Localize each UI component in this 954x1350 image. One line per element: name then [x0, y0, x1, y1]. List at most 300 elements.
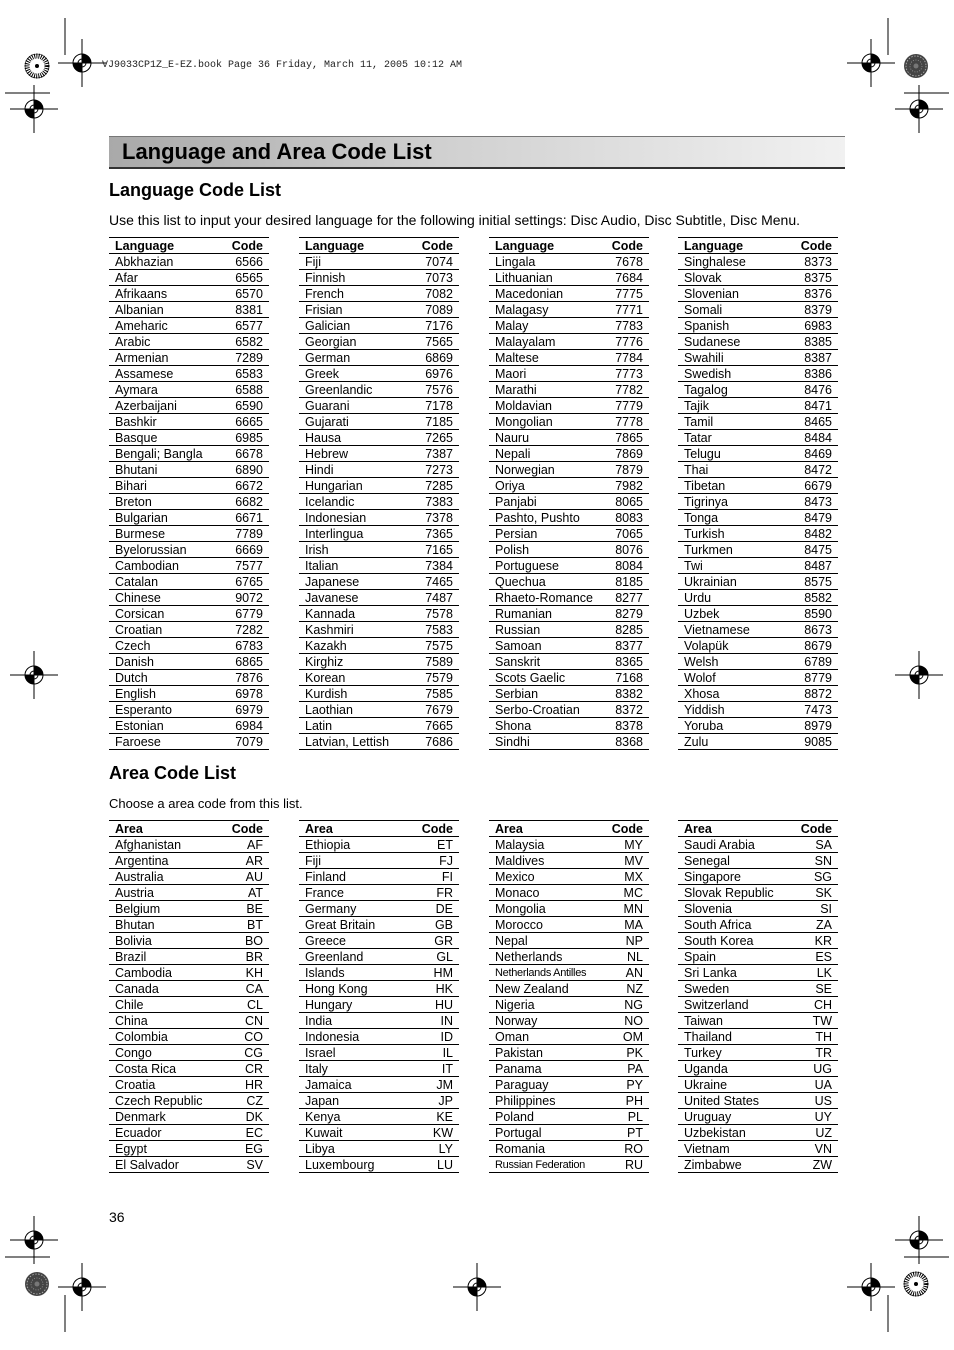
- entry-code: TW: [758, 1013, 838, 1029]
- entry-code: KH: [189, 965, 269, 981]
- language-table-3: [489, 237, 649, 750]
- column-header-code: Code: [379, 238, 459, 254]
- entry-code: TR: [758, 1045, 838, 1061]
- table-row: [299, 997, 459, 1013]
- entry-name: Ethiopia: [299, 837, 379, 853]
- entry-code: 7384: [379, 558, 459, 574]
- entry-name: Urdu: [678, 590, 758, 606]
- banner-title: Language and Area Code List: [122, 139, 432, 164]
- entry-code: 8378: [569, 718, 649, 734]
- entry-code: 8872: [758, 686, 838, 702]
- entry-code: 7678: [569, 254, 649, 270]
- column-header-name: Language: [299, 238, 379, 254]
- entry-name: United States: [678, 1093, 758, 1109]
- entry-name: Brazil: [109, 949, 189, 965]
- entry-name: Moldavian: [489, 398, 569, 414]
- entry-code: KR: [758, 933, 838, 949]
- entry-code: 8465: [758, 414, 838, 430]
- table-row: [678, 702, 838, 718]
- entry-name: Telugu: [678, 446, 758, 462]
- entry-name: Shona: [489, 718, 569, 734]
- entry-name: Nepali: [489, 446, 569, 462]
- entry-code: VN: [758, 1141, 838, 1157]
- table-row: [109, 590, 269, 606]
- table-row: [109, 686, 269, 702]
- entry-name: Quechua: [489, 574, 569, 590]
- entry-code: HM: [379, 965, 459, 981]
- entry-name: Pashto, Pushto: [489, 510, 569, 526]
- entry-name: Guarani: [299, 398, 379, 414]
- table-row: [678, 670, 838, 686]
- entry-name: Persian: [489, 526, 569, 542]
- table-row: [678, 917, 838, 933]
- entry-code: 7079: [189, 734, 269, 750]
- table-row: [678, 1157, 838, 1173]
- entry-code: 7387: [379, 446, 459, 462]
- entry-code: FJ: [379, 853, 459, 869]
- entry-name: Russian: [489, 622, 569, 638]
- entry-name: Taiwan: [678, 1013, 758, 1029]
- table-row: [489, 718, 649, 734]
- entry-code: JP: [379, 1093, 459, 1109]
- entry-code: ZW: [758, 1157, 838, 1173]
- entry-code: 6682: [189, 494, 269, 510]
- entry-code: 6978: [189, 686, 269, 702]
- entry-name: Austria: [109, 885, 189, 901]
- table-row: [678, 718, 838, 734]
- entry-code: FR: [379, 885, 459, 901]
- entry-name: South Korea: [678, 933, 758, 949]
- entry-name: Lithuanian: [489, 270, 569, 286]
- entry-name: Senegal: [678, 853, 758, 869]
- entry-name: Tigrinya: [678, 494, 758, 510]
- entry-name: Assamese: [109, 366, 189, 382]
- entry-name: Rumanian: [489, 606, 569, 622]
- entry-code: 7165: [379, 542, 459, 558]
- column-header-name: Language: [678, 238, 758, 254]
- entry-name: Greenlandic: [299, 382, 379, 398]
- entry-code: 6566: [189, 254, 269, 270]
- table-row: [489, 398, 649, 414]
- table-row: [109, 718, 269, 734]
- table-row: [678, 981, 838, 997]
- entry-name: Netherlands Antilles: [489, 965, 569, 981]
- entry-name: Portugal: [489, 1125, 569, 1141]
- table-row: [109, 430, 269, 446]
- table-row: [109, 382, 269, 398]
- table-row: [489, 997, 649, 1013]
- entry-name: Interlingua: [299, 526, 379, 542]
- entry-code: MC: [569, 885, 649, 901]
- entry-name: Israel: [299, 1045, 379, 1061]
- entry-name: Norwegian: [489, 462, 569, 478]
- entry-name: Serbian: [489, 686, 569, 702]
- table-row: [109, 901, 269, 917]
- table-row: [678, 949, 838, 965]
- entry-name: China: [109, 1013, 189, 1029]
- entry-name: Estonian: [109, 718, 189, 734]
- entry-name: Tonga: [678, 510, 758, 526]
- entry-name: Afghanistan: [109, 837, 189, 853]
- column-header-code: Code: [189, 821, 269, 837]
- table-row: [299, 638, 459, 654]
- table-row: [489, 1013, 649, 1029]
- entry-code: PK: [569, 1045, 649, 1061]
- entry-name: Norway: [489, 1013, 569, 1029]
- entry-code: 8590: [758, 606, 838, 622]
- entry-name: Latvian, Lettish: [299, 734, 379, 750]
- table-row: [299, 654, 459, 670]
- table-row: [489, 494, 649, 510]
- table-row: [678, 334, 838, 350]
- table-header-row: [109, 821, 269, 837]
- table-row: [489, 542, 649, 558]
- entry-code: 8279: [569, 606, 649, 622]
- entry-code: AT: [189, 885, 269, 901]
- table-row: [299, 1157, 459, 1173]
- table-row: [489, 965, 649, 981]
- entry-name: Mexico: [489, 869, 569, 885]
- code-table: [109, 820, 269, 1173]
- entry-name: Ameharic: [109, 318, 189, 334]
- entry-name: German: [299, 350, 379, 366]
- entry-name: Egypt: [109, 1141, 189, 1157]
- entry-name: Indonesia: [299, 1029, 379, 1045]
- entry-code: BR: [189, 949, 269, 965]
- table-row: [678, 1093, 838, 1109]
- table-row: [109, 318, 269, 334]
- entry-name: Czech Republic: [109, 1093, 189, 1109]
- entry-code: 7869: [569, 446, 649, 462]
- table-row: [109, 1141, 269, 1157]
- entry-name: Zulu: [678, 734, 758, 750]
- table-row: [299, 350, 459, 366]
- language-section-intro: Use this list to input your desired language for the following initial settings: Disc Audio, Disc Subtitle, Disc Menu.: [109, 212, 801, 228]
- table-row: [299, 1045, 459, 1061]
- entry-name: Galician: [299, 318, 379, 334]
- table-row: [299, 837, 459, 853]
- page-number: 36: [109, 1209, 125, 1225]
- entry-name: Frisian: [299, 302, 379, 318]
- entry-name: Malaysia: [489, 837, 569, 853]
- entry-name: Uzbek: [678, 606, 758, 622]
- entry-name: Thailand: [678, 1029, 758, 1045]
- entry-code: EC: [189, 1125, 269, 1141]
- entry-code: 7771: [569, 302, 649, 318]
- entry-code: 7074: [379, 254, 459, 270]
- entry-name: France: [299, 885, 379, 901]
- entry-code: ID: [379, 1029, 459, 1045]
- table-row: [299, 1141, 459, 1157]
- entry-name: South Africa: [678, 917, 758, 933]
- table-row: [678, 965, 838, 981]
- entry-code: 6869: [379, 350, 459, 366]
- entry-code: 8487: [758, 558, 838, 574]
- table-row: [489, 885, 649, 901]
- table-row: [299, 885, 459, 901]
- entry-name: Croatia: [109, 1077, 189, 1093]
- entry-code: 8386: [758, 366, 838, 382]
- entry-name: Aymara: [109, 382, 189, 398]
- entry-code: NG: [569, 997, 649, 1013]
- table-row: [299, 981, 459, 997]
- entry-name: Kenya: [299, 1109, 379, 1125]
- entry-name: Sanskrit: [489, 654, 569, 670]
- table-row: [678, 350, 838, 366]
- entry-code: 7776: [569, 334, 649, 350]
- entry-name: Maldives: [489, 853, 569, 869]
- entry-code: 7273: [379, 462, 459, 478]
- entry-name: Faroese: [109, 734, 189, 750]
- table-row: [678, 286, 838, 302]
- table-row: [299, 526, 459, 542]
- table-row: [678, 446, 838, 462]
- entry-code: 8469: [758, 446, 838, 462]
- entry-name: Uganda: [678, 1061, 758, 1077]
- table-row: [489, 1077, 649, 1093]
- entry-name: Fiji: [299, 853, 379, 869]
- entry-name: Chinese: [109, 590, 189, 606]
- table-row: [489, 574, 649, 590]
- entry-name: Volapük: [678, 638, 758, 654]
- entry-code: UZ: [758, 1125, 838, 1141]
- entry-name: Hungary: [299, 997, 379, 1013]
- entry-name: Sweden: [678, 981, 758, 997]
- entry-code: 7789: [189, 526, 269, 542]
- entry-name: Chile: [109, 997, 189, 1013]
- table-row: [109, 837, 269, 853]
- entry-name: Portuguese: [489, 558, 569, 574]
- entry-name: Vietnamese: [678, 622, 758, 638]
- entry-code: CZ: [189, 1093, 269, 1109]
- entry-code: 7178: [379, 398, 459, 414]
- table-header-row: [678, 238, 838, 254]
- table-row: [489, 446, 649, 462]
- table-row: [109, 1013, 269, 1029]
- entry-code: IL: [379, 1045, 459, 1061]
- entry-name: Turkey: [678, 1045, 758, 1061]
- table-row: [299, 901, 459, 917]
- entry-name: Ukrainian: [678, 574, 758, 590]
- entry-name: Vietnam: [678, 1141, 758, 1157]
- entry-code: 9072: [189, 590, 269, 606]
- table-row: [109, 1157, 269, 1173]
- entry-code: UY: [758, 1109, 838, 1125]
- table-row: [109, 734, 269, 750]
- entry-code: 8582: [758, 590, 838, 606]
- entry-name: Czech: [109, 638, 189, 654]
- entry-name: Slovenia: [678, 901, 758, 917]
- table-row: [678, 1061, 838, 1077]
- entry-code: 8076: [569, 542, 649, 558]
- entry-name: Swedish: [678, 366, 758, 382]
- table-header-row: [678, 821, 838, 837]
- entry-code: 6669: [189, 542, 269, 558]
- table-row: [678, 462, 838, 478]
- table-row: [109, 398, 269, 414]
- entry-name: Swahili: [678, 350, 758, 366]
- entry-name: Islands: [299, 965, 379, 981]
- entry-code: 6577: [189, 318, 269, 334]
- entry-code: BT: [189, 917, 269, 933]
- entry-code: 6588: [189, 382, 269, 398]
- table-row: [489, 933, 649, 949]
- table-row: [299, 254, 459, 270]
- entry-name: Hausa: [299, 430, 379, 446]
- table-row: [678, 1109, 838, 1125]
- entry-code: MA: [569, 917, 649, 933]
- entry-name: Welsh: [678, 654, 758, 670]
- entry-name: Yiddish: [678, 702, 758, 718]
- table-row: [299, 734, 459, 750]
- entry-name: Jamaica: [299, 1077, 379, 1093]
- entry-code: BO: [189, 933, 269, 949]
- table-row: [109, 654, 269, 670]
- entry-name: Samoan: [489, 638, 569, 654]
- entry-code: 7784: [569, 350, 649, 366]
- entry-name: Xhosa: [678, 686, 758, 702]
- code-table: [299, 820, 459, 1173]
- entry-name: Tagalog: [678, 382, 758, 398]
- entry-name: Romania: [489, 1141, 569, 1157]
- table-row: [489, 686, 649, 702]
- entry-code: CH: [758, 997, 838, 1013]
- table-row: [109, 286, 269, 302]
- entry-code: MV: [569, 853, 649, 869]
- entry-code: SN: [758, 853, 838, 869]
- entry-name: Dutch: [109, 670, 189, 686]
- entry-name: Byelorussian: [109, 542, 189, 558]
- table-row: [489, 1125, 649, 1141]
- entry-code: 7065: [569, 526, 649, 542]
- entry-name: Yoruba: [678, 718, 758, 734]
- table-row: [489, 526, 649, 542]
- entry-code: AF: [189, 837, 269, 853]
- entry-name: Nauru: [489, 430, 569, 446]
- entry-code: BE: [189, 901, 269, 917]
- entry-name: Armenian: [109, 350, 189, 366]
- table-row: [678, 885, 838, 901]
- table-row: [489, 1029, 649, 1045]
- entry-code: 6665: [189, 414, 269, 430]
- table-row: [109, 350, 269, 366]
- entry-name: Mongolia: [489, 901, 569, 917]
- table-row: [489, 334, 649, 350]
- entry-name: Danish: [109, 654, 189, 670]
- table-row: [678, 270, 838, 286]
- entry-code: CL: [189, 997, 269, 1013]
- table-row: [678, 1045, 838, 1061]
- table-row: [678, 901, 838, 917]
- entry-code: 7378: [379, 510, 459, 526]
- book-file-header: VJ9033CP1Z_E-EZ.book Page 36 Friday, March 11, 2005 10:12 AM: [102, 60, 463, 71]
- entry-code: PH: [569, 1093, 649, 1109]
- entry-code: 7779: [569, 398, 649, 414]
- entry-name: Marathi: [489, 382, 569, 398]
- entry-code: KW: [379, 1125, 459, 1141]
- entry-code: 7778: [569, 414, 649, 430]
- entry-code: 7782: [569, 382, 649, 398]
- table-row: [109, 606, 269, 622]
- entry-name: Twi: [678, 558, 758, 574]
- entry-name: Malagasy: [489, 302, 569, 318]
- entry-code: 7289: [189, 350, 269, 366]
- table-row: [678, 558, 838, 574]
- entry-code: SE: [758, 981, 838, 997]
- table-row: [489, 869, 649, 885]
- column-header-name: Language: [109, 238, 189, 254]
- entry-code: 7465: [379, 574, 459, 590]
- table-row: [489, 622, 649, 638]
- entry-name: Greenland: [299, 949, 379, 965]
- entry-code: 7082: [379, 286, 459, 302]
- entry-name: Libya: [299, 1141, 379, 1157]
- entry-name: Uruguay: [678, 1109, 758, 1125]
- entry-name: English: [109, 686, 189, 702]
- entry-name: Great Britain: [299, 917, 379, 933]
- entry-code: KE: [379, 1109, 459, 1125]
- entry-code: SI: [758, 901, 838, 917]
- entry-name: Japan: [299, 1093, 379, 1109]
- table-row: [109, 446, 269, 462]
- entry-code: 8376: [758, 286, 838, 302]
- entry-code: MY: [569, 837, 649, 853]
- table-row: [299, 398, 459, 414]
- entry-code: 7879: [569, 462, 649, 478]
- table-row: [489, 286, 649, 302]
- entry-name: Croatian: [109, 622, 189, 638]
- entry-code: DK: [189, 1109, 269, 1125]
- entry-name: Oman: [489, 1029, 569, 1045]
- table-row: [109, 933, 269, 949]
- entry-code: 8373: [758, 254, 838, 270]
- entry-name: Nigeria: [489, 997, 569, 1013]
- entry-code: 8575: [758, 574, 838, 590]
- entry-code: 6765: [189, 574, 269, 590]
- table-row: [109, 1029, 269, 1045]
- table-row: [299, 949, 459, 965]
- table-row: [299, 462, 459, 478]
- entry-name: Lingala: [489, 254, 569, 270]
- table-row: [109, 270, 269, 286]
- entry-code: 8084: [569, 558, 649, 574]
- table-row: [299, 286, 459, 302]
- table-row: [489, 1045, 649, 1061]
- table-row: [299, 318, 459, 334]
- entry-code: 8476: [758, 382, 838, 398]
- table-row: [299, 670, 459, 686]
- entry-name: Azerbaijani: [109, 398, 189, 414]
- entry-name: Ecuador: [109, 1125, 189, 1141]
- table-row: [489, 1109, 649, 1125]
- table-row: [299, 718, 459, 734]
- entry-code: 6983: [758, 318, 838, 334]
- area-section-title: Area Code List: [109, 763, 237, 783]
- table-row: [109, 981, 269, 997]
- entry-name: Maori: [489, 366, 569, 382]
- table-row: [299, 917, 459, 933]
- column-header-name: Language: [489, 238, 569, 254]
- entry-name: Panjabi: [489, 494, 569, 510]
- table-row: [678, 478, 838, 494]
- entry-code: 8387: [758, 350, 838, 366]
- entry-name: Korean: [299, 670, 379, 686]
- entry-code: 6582: [189, 334, 269, 350]
- table-row: [299, 933, 459, 949]
- table-row: [678, 622, 838, 638]
- entry-name: Finland: [299, 869, 379, 885]
- table-row: [489, 1157, 649, 1173]
